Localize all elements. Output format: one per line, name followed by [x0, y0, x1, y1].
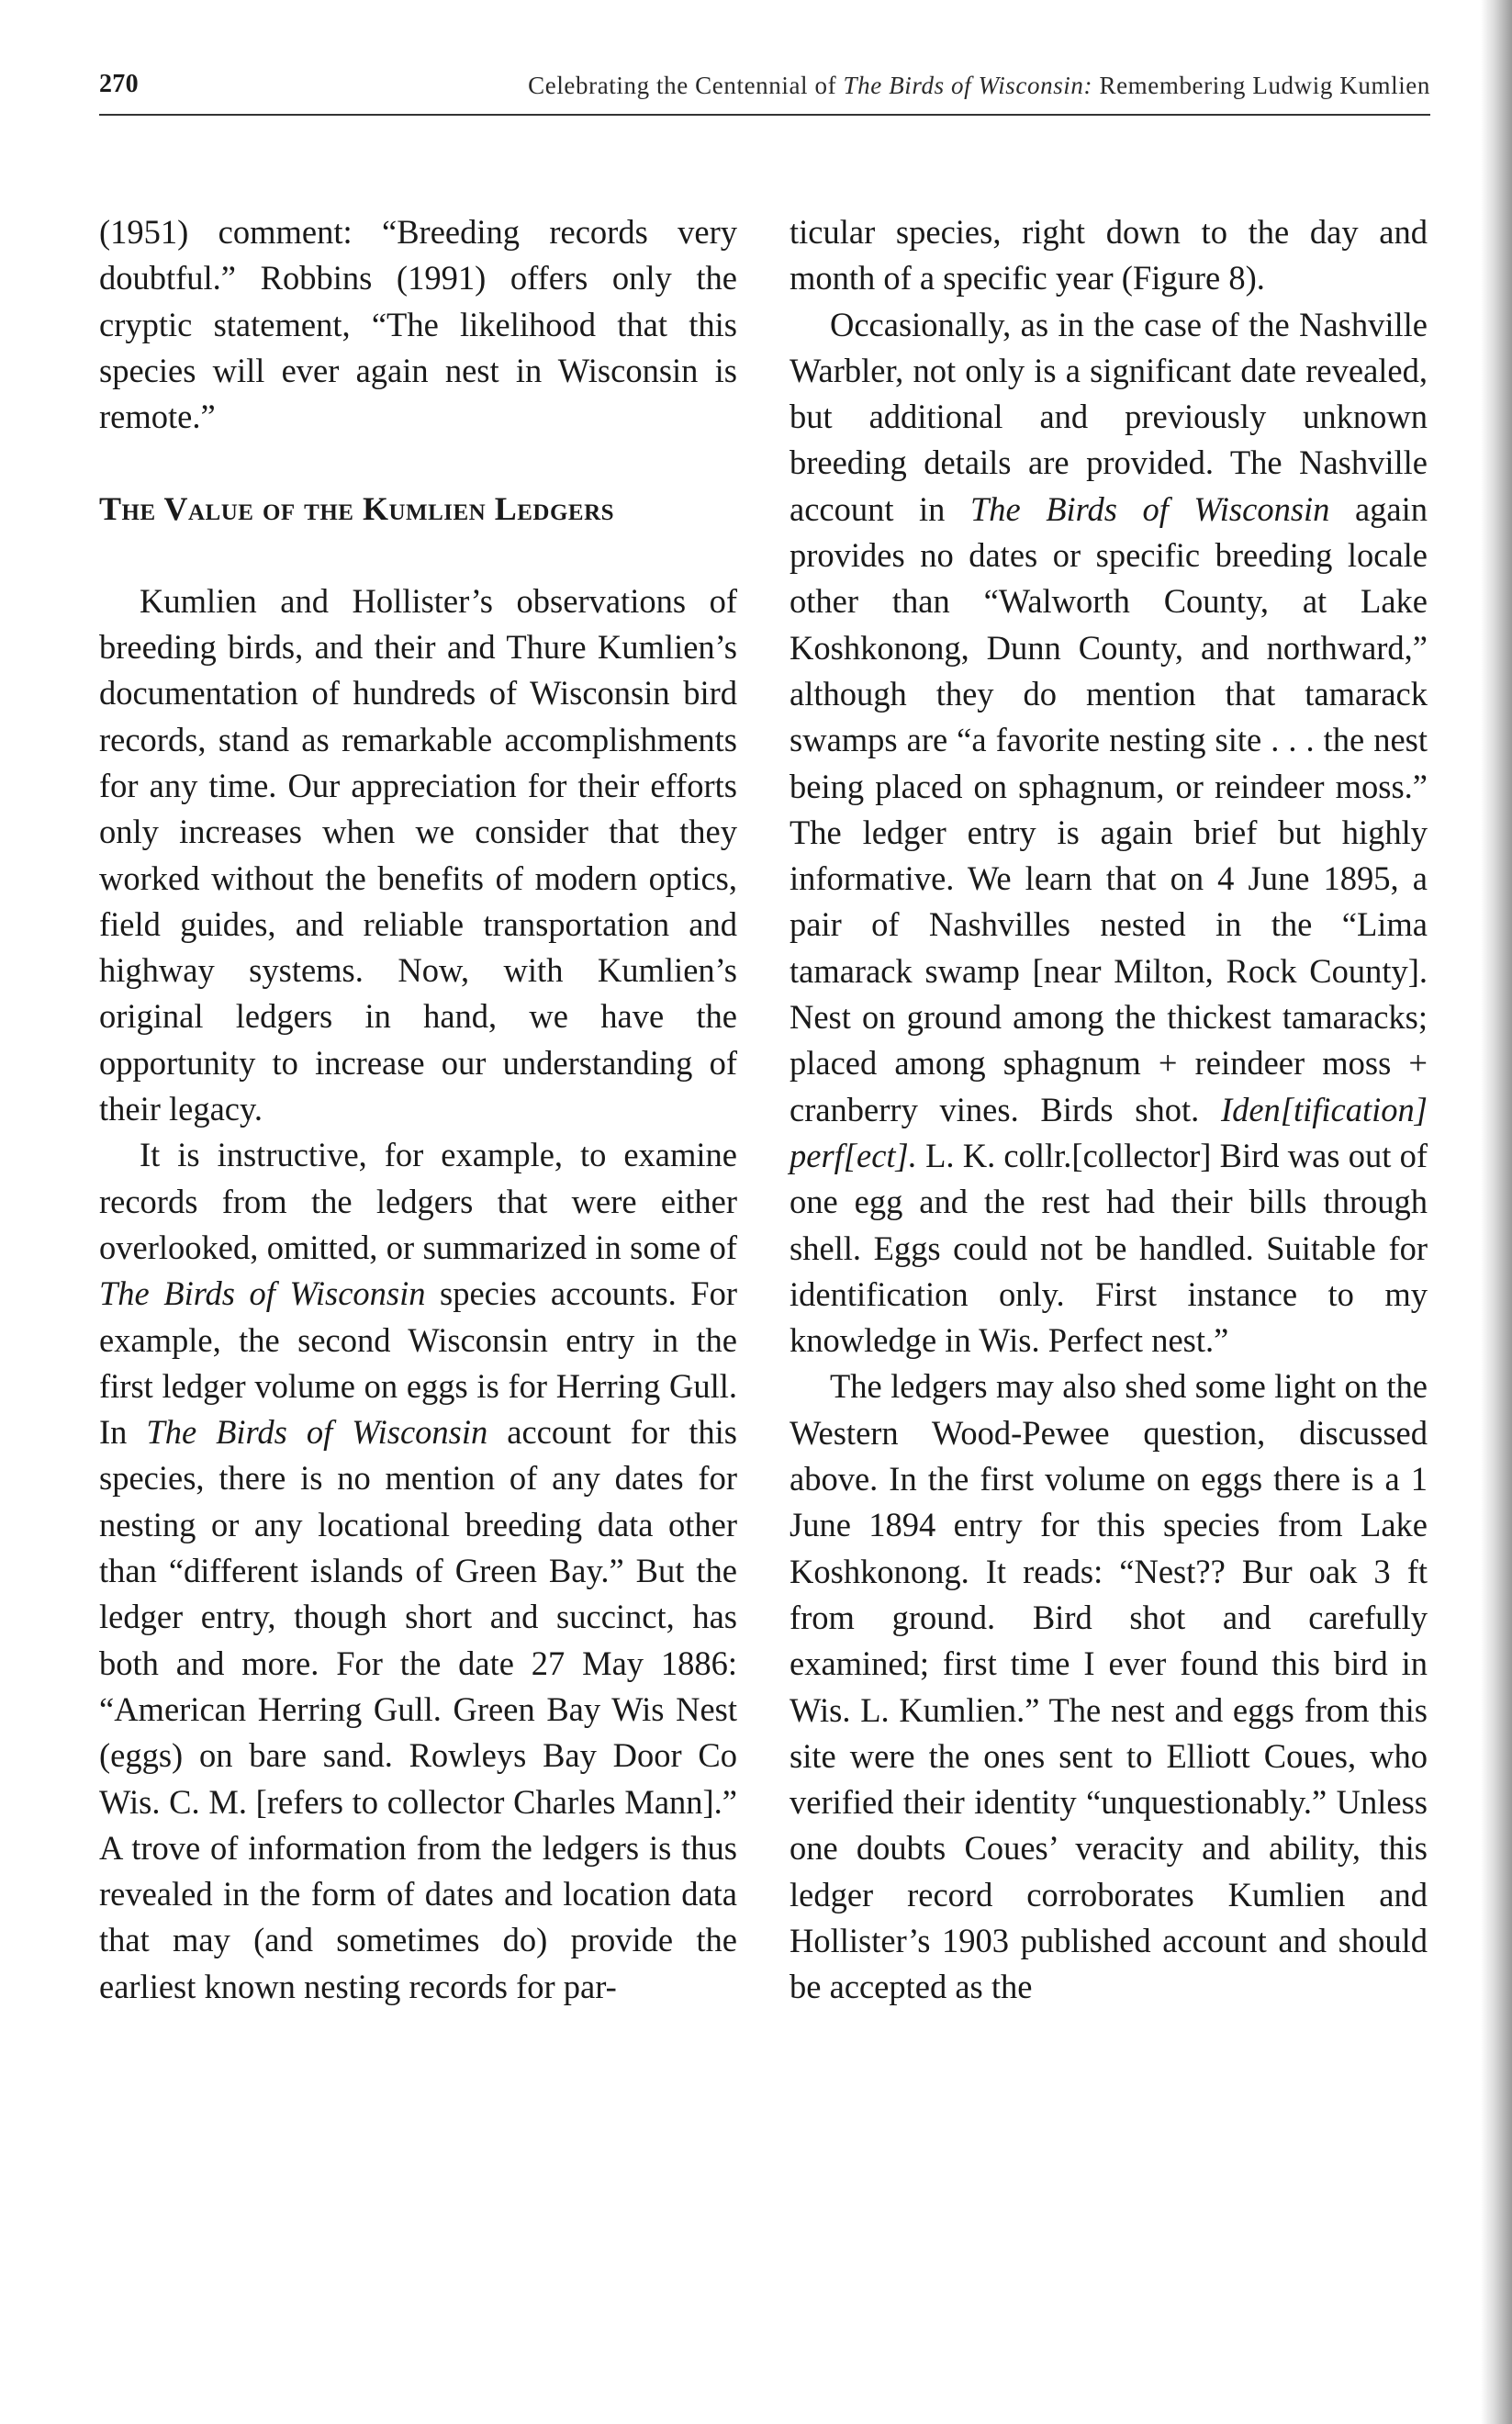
text-run: again provides no dates or specific breeding locale other than “Walworth County, at Lake Koshkonong, Dunn County, and northward,” although they do mention that tamarack swamps are “a favorite nesting site . . . the nest being placed on sphagnum, or reindeer moss.” The ledger entry is again brief but highly informative. We learn that on 4 June 1895, a pair of Nashvilles nested in the “Lima tamarack swamp [near Milton, Rock County]. Nest on ground among the thickest tamaracks; placed among sphagnum + reindeer moss + cranberry vines. Birds shot. — [790, 489, 1428, 1128]
italic-title-run: The Birds of Wisconsin — [146, 1413, 488, 1452]
text-run: It is instructive, for example, to examine records from the ledgers that were either overlooked, omitted, or summarized in some of — [99, 1136, 737, 1266]
section-heading: The Value of the Kumlien Ledgers — [99, 490, 615, 528]
left-column — [99, 209, 737, 2010]
header-rule — [99, 114, 1430, 116]
text-run: species accounts. For example, the second Wisconsin entry in the first ledger volume on eggs is for Herring Gull. In — [99, 1274, 737, 1452]
page-number: 270 — [99, 70, 139, 98]
running-title — [528, 72, 1430, 100]
paragraph-right-3: The ledgers may also shed some light on the Western Wood-Pewee question, discussed above. In the first volume on eggs there is a 1 June 1894 entry for this species from Lake Koshkonong. It reads: “Nest?? Bur oak 3 ft from ground. Bird shot and carefully examined; first time I ever found this bird in Wis. L. Kumlien.” The nest and eggs from this site were the ones sent to Elliott Coues, who verified their identity “unquestionably.” Unless one doubts Coues’ veracity and ability, this ledger record corroborates Kumlien and Hollister’s 1903 published account and should be accepted as the — [790, 1367, 1428, 2006]
paragraph-left-1: (1951) comment: “Breeding records very doubtful.” Robbins (1991) offers only the cryptic statement, “The likelihood that this species will ever again nest in Wisconsin is remote.” — [99, 213, 737, 436]
page-edge-shadow — [1481, 0, 1512, 2424]
paragraph-left-3 — [99, 1132, 737, 2010]
text-run: Occasionally, as in the case of the Nashville Warbler, not only is a significant date revealed, but additional and previously unknown breeding details are provided. The Nashville account in — [790, 305, 1428, 528]
italic-abbreviation-run: Iden[tification] perf[ect]. — [790, 1090, 1428, 1174]
text-run: L. K. collr.[collector] Bird was out of one egg and the rest had their bills through shell. Eggs could not be handled. Suitable for identification only. First instance to my knowledge in Wis. Perfect nest.” — [790, 1136, 1428, 1360]
paragraph-left-2: Kumlien and Hollister’s observations of breeding birds, and their and Thure Kumlien’s documentation of hundreds of Wisconsin bird records, stand as remarkable accomplishments for any time. Our appreciation for their efforts only increases when we consider that they worked without the benefits of modern optics, field guides, and reliable transportation and highway systems. Now, with Kumlien’s original ledgers in hand, we have the opportunity to increase our understanding of their legacy. — [99, 581, 737, 1128]
italic-title-run: The Birds of Wisconsin — [99, 1274, 426, 1313]
section-spacer — [99, 533, 737, 578]
right-column — [790, 209, 1428, 2011]
running-title-italic: The Birds of Wisconsin: — [843, 72, 1093, 99]
paragraph-right-2 — [790, 302, 1428, 1364]
text-run: account for this species, there is no mention of any dates for nesting or any locational breeding data other than “different islands of Green Bay.” But the ledger entry, though short and succinct, has both and more. For the date 27 May 1886: “American Herring Gull. Green Bay Wis Nest (eggs) on bare sand. Rowleys Bay Door Co Wis. C. M. [refers to collector Charles Mann].” A trove of information from the ledgers is thus revealed in the form of dates and location data that may (and sometimes do) provide the earliest known nesting records for par- — [99, 1413, 737, 2005]
italic-title-run: The Birds of Wisconsin — [969, 489, 1330, 528]
running-header — [99, 70, 1430, 112]
paragraph-right-1: ticular species, right down to the day and month of a specific year (Figure 8). — [790, 213, 1428, 297]
running-title-prefix: Celebrating the Centennial of — [528, 72, 844, 99]
section-spacer — [99, 440, 737, 486]
running-title-suffix: Remembering Ludwig Kumlien — [1092, 72, 1430, 99]
